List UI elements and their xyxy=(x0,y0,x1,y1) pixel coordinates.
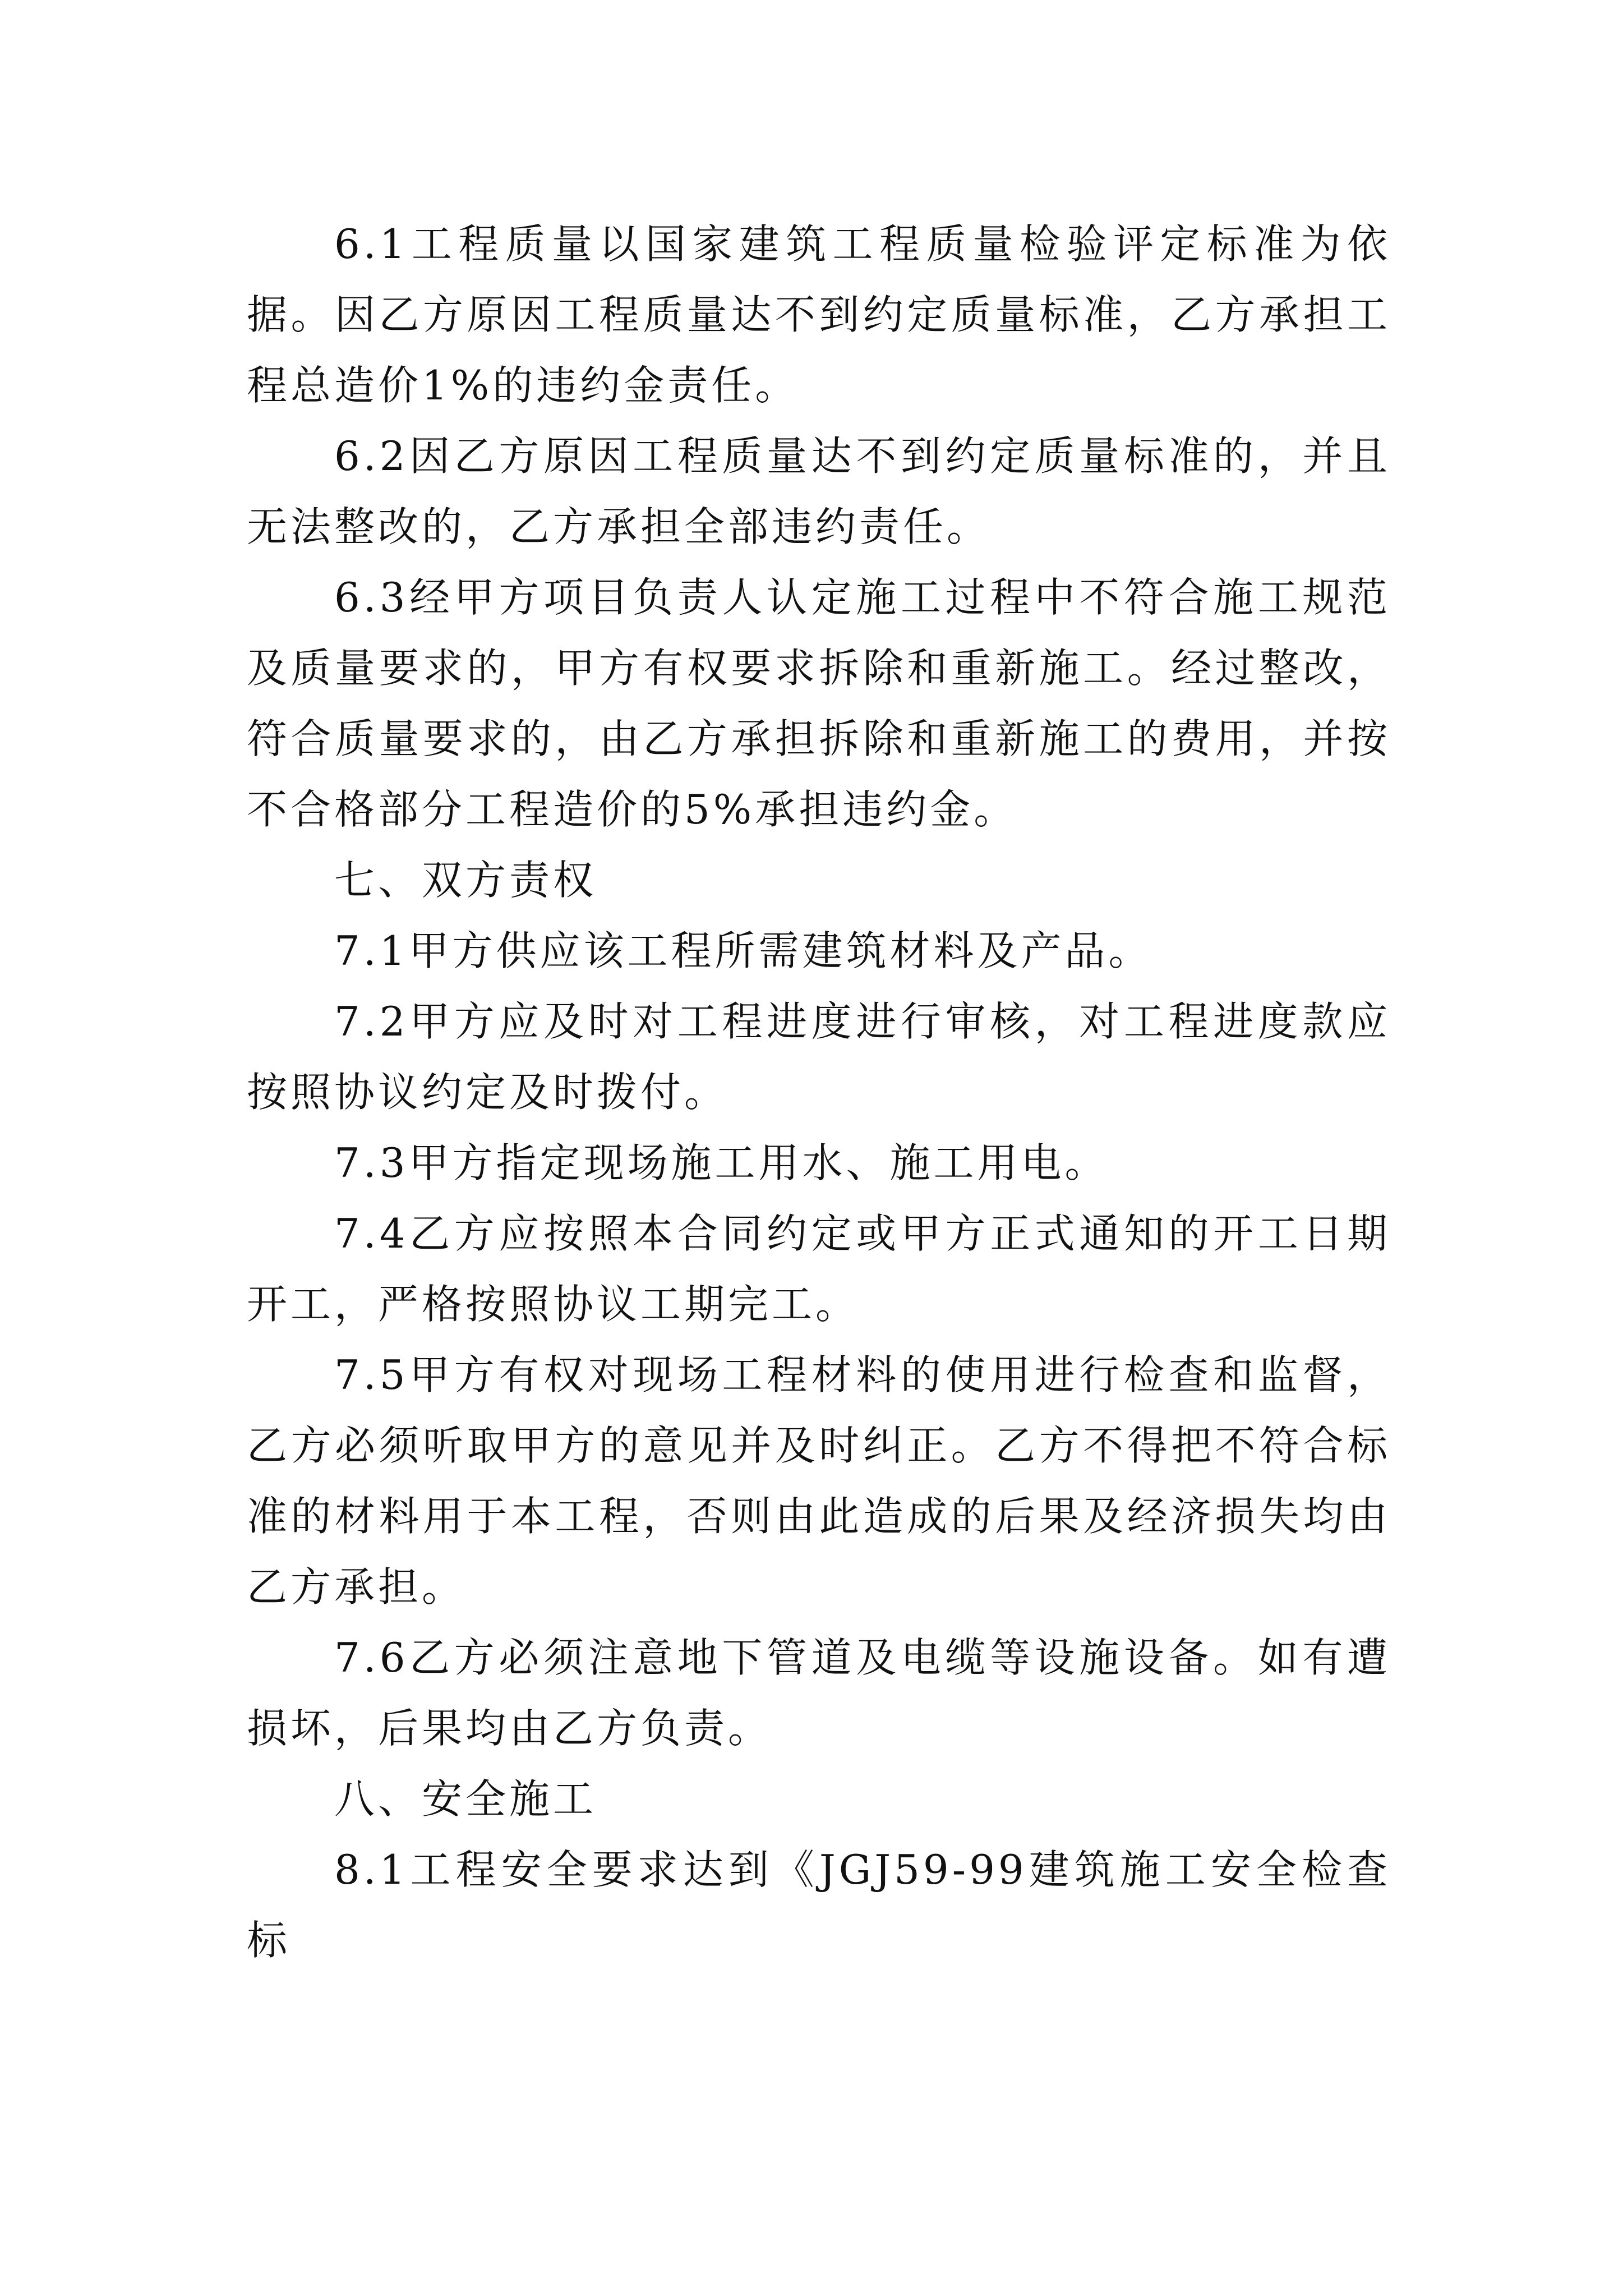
paragraph-7-1: 7.1甲方供应该工程所需建筑材料及产品。 xyxy=(334,927,1152,974)
paragraph-6-3: 6.3经甲方项目负责人认定施工过程中不符合施工规范及质量要求的，甲方有权要求拆除和重新施工。经过整改，符合质量要求的，由乙方承担拆除和重新施工的费用，并按不合格部分工程造价的5%承担违约金。 xyxy=(247,574,1391,833)
paragraph-6-1: 6.1工程质量以国家建筑工程质量检验评定标准为依据。因乙方原因工程质量达不到约定质量标准，乙方承担工程总造价1%的违约金责任。 xyxy=(247,220,1391,409)
document-body xyxy=(247,209,1391,1976)
section-heading-8: 八、安全施工 xyxy=(334,1775,597,1823)
paragraph-7-5: 7.5甲方有权对现场工程材料的使用进行检查和监督，乙方必须听取甲方的意见并及时纠正。乙方不得把不符合标准的材料用于本工程，否则由此造成的后果及经济损失均由乙方承担。 xyxy=(247,1351,1391,1611)
paragraph-8-1: 8.1工程安全要求达到《JGJ59-99建筑施工安全检查标 xyxy=(247,1846,1391,1964)
paragraph-6-2: 6.2因乙方原因工程质量达不到约定质量标准的，并且无法整改的，乙方承担全部违约责任。 xyxy=(247,432,1391,550)
paragraph-7-6: 7.6乙方必须注意地下管道及电缆等设施设备。如有遭损坏，后果均由乙方负责。 xyxy=(247,1634,1391,1752)
paragraph-7-4: 7.4乙方应按照本合同约定或甲方正式通知的开工日期开工，严格按照协议工期完工。 xyxy=(247,1210,1391,1328)
paragraph-7-3: 7.3甲方指定现场施工用水、施工用电。 xyxy=(334,1139,1109,1186)
section-heading-7: 七、双方责权 xyxy=(334,857,597,904)
paragraph-7-2: 7.2甲方应及时对工程进度进行审核，对工程进度款应按照协议约定及时拨付。 xyxy=(247,998,1391,1116)
